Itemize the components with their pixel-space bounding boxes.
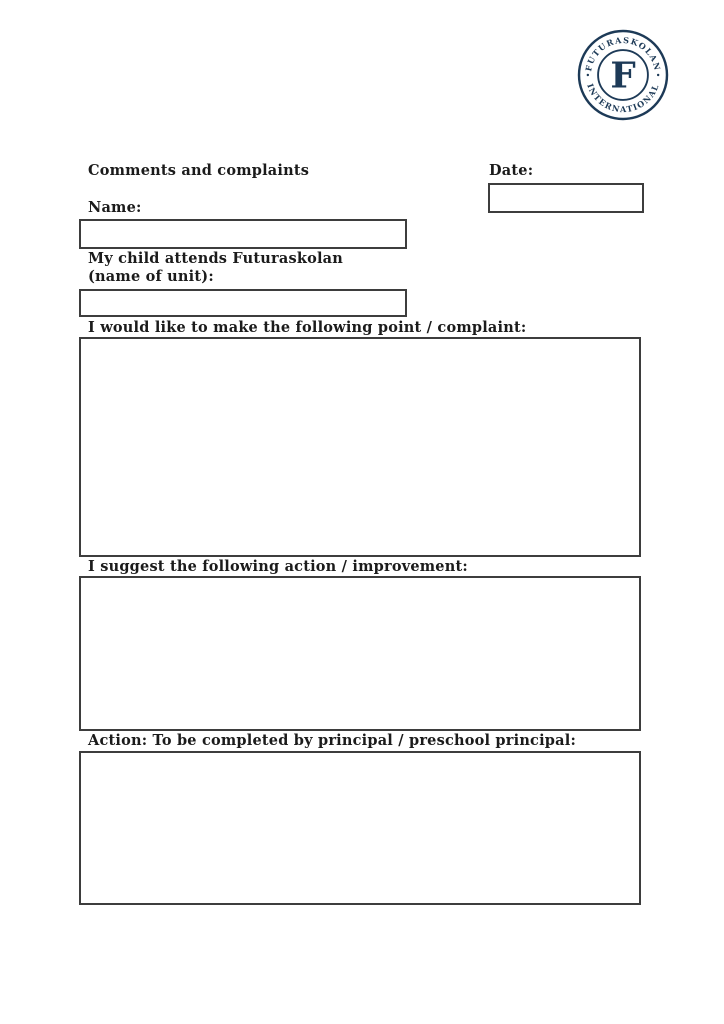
unit-label-line2: (name of unit): bbox=[88, 268, 214, 285]
suggestion-textarea[interactable] bbox=[79, 576, 641, 731]
unit-input[interactable] bbox=[79, 289, 407, 317]
logo-top-arc-text: FUTURASKOLAN bbox=[583, 34, 663, 73]
unit-label bbox=[88, 250, 343, 286]
page-title: Comments and complaints bbox=[88, 162, 310, 179]
complaint-label: I would like to make the following point / complaint: bbox=[88, 319, 527, 336]
unit-label-line1: My child attends Futuraskolan bbox=[88, 250, 343, 267]
suggestion-label: I suggest the following action / improvement: bbox=[88, 558, 468, 575]
principal-action-label: Action: To be completed by principal / preschool principal: bbox=[88, 732, 576, 749]
logo-separator-dot-left bbox=[587, 74, 589, 76]
logo-separator-dot-right bbox=[657, 74, 659, 76]
logo-monogram-f: F bbox=[610, 54, 636, 97]
principal-action-textarea[interactable] bbox=[79, 751, 641, 905]
name-label: Name: bbox=[88, 199, 142, 216]
name-input[interactable] bbox=[79, 219, 407, 249]
logo-bottom-arc-text: INTERNATIONAL bbox=[585, 82, 661, 115]
complaint-textarea[interactable] bbox=[79, 337, 641, 557]
date-input[interactable] bbox=[488, 183, 644, 213]
date-label: Date: bbox=[489, 162, 534, 179]
futuraskolan-international-seal-logo bbox=[576, 28, 670, 122]
